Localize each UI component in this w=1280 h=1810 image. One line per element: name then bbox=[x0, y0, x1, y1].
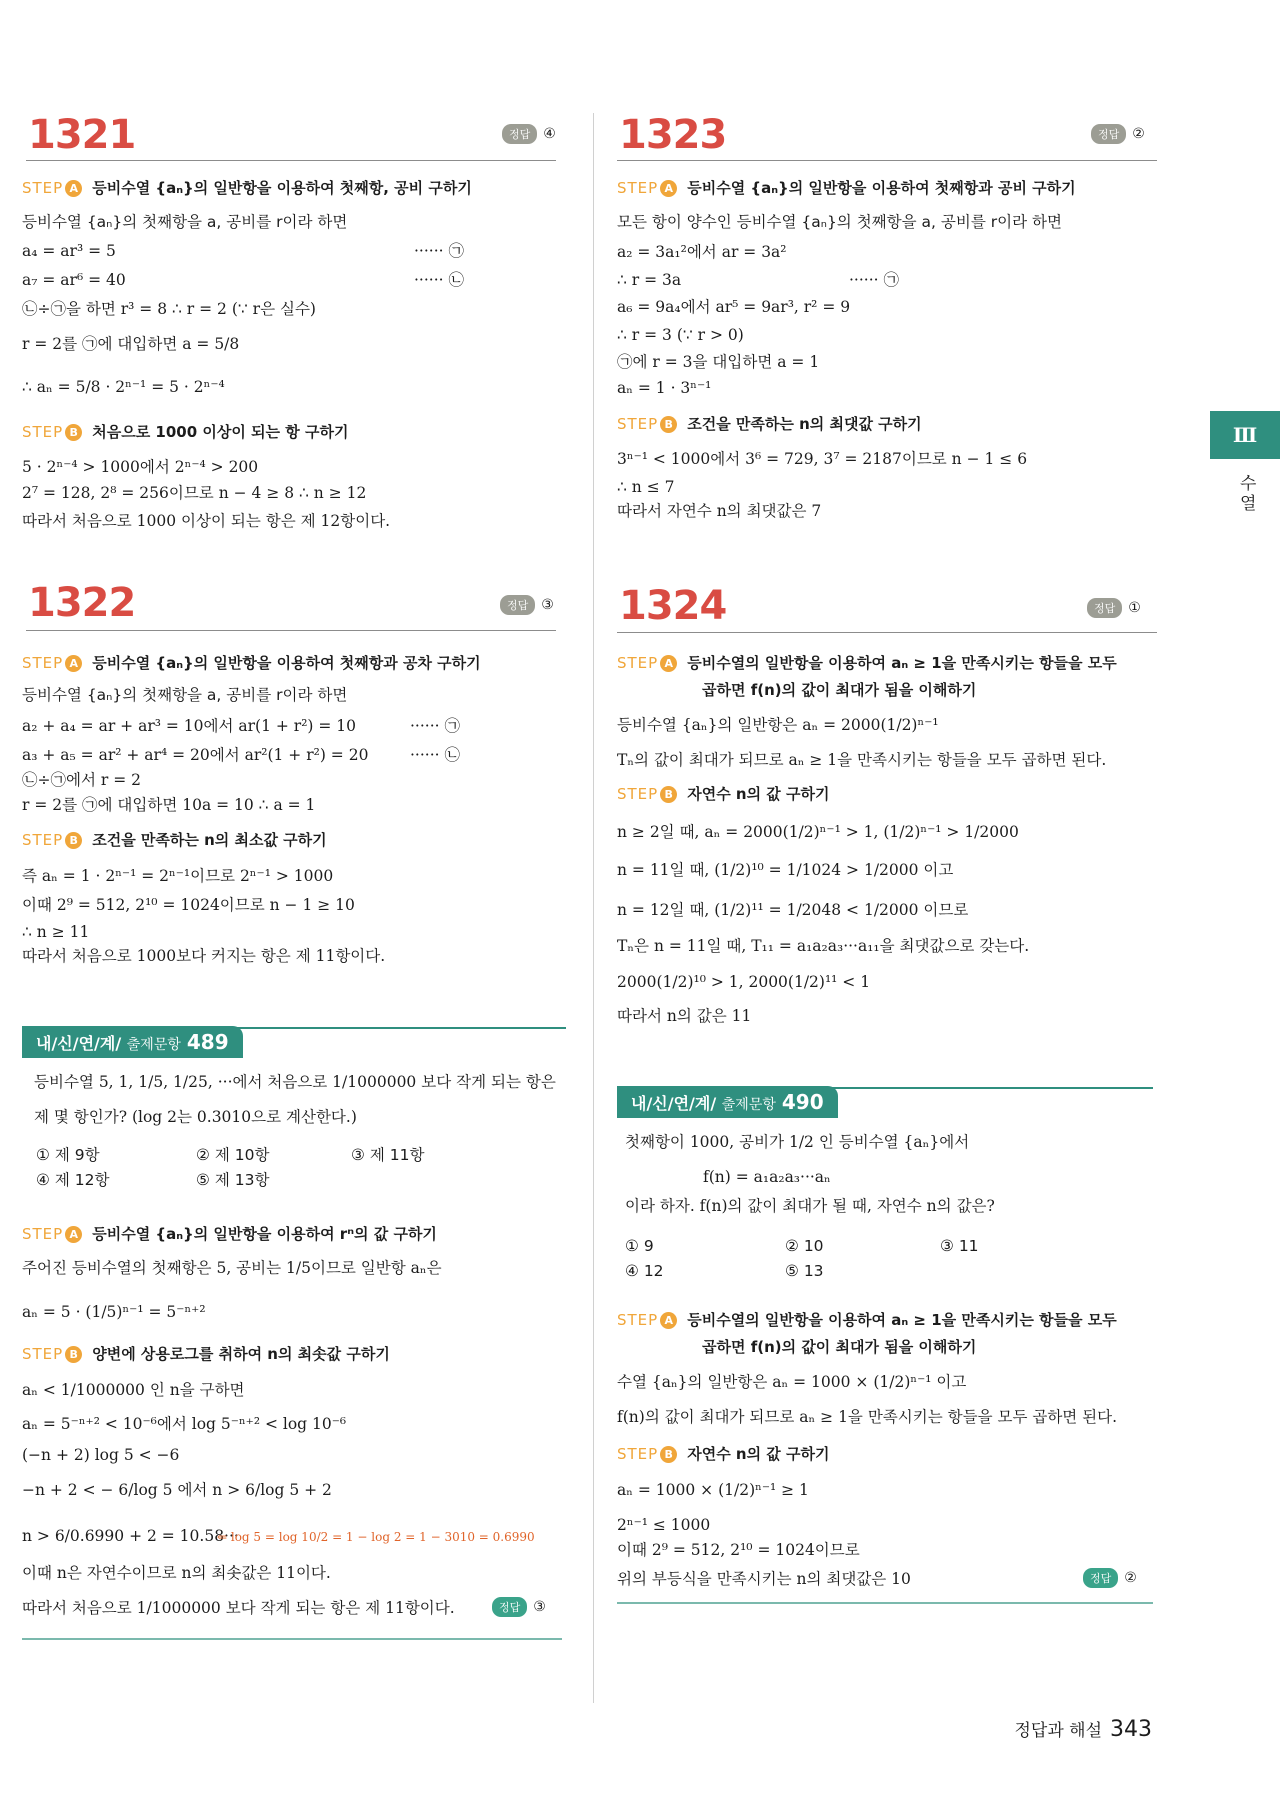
solution-line: 2⁷ = 128, 2⁸ = 256이므로 n − 4 ≥ 8 ∴ n ≥ 12 bbox=[22, 484, 367, 502]
step-a-heading: STEP A 등비수열의 일반항을 이용하여 aₙ ≥ 1을 만족시키는 항들을 모두 bbox=[617, 654, 1117, 672]
solution-line: Tₙ은 n = 11일 때, T₁₁ = a₁a₂a₃···a₁₁을 최댓값으로 갖는다. bbox=[617, 937, 1030, 955]
step-a-heading-cont: 곱하면 f(n)의 값이 최대가 됨을 이해하기 bbox=[702, 1338, 977, 1356]
solution-line: 이때 2⁹ = 512, 2¹⁰ = 1024이므로 bbox=[617, 1541, 860, 1559]
divider bbox=[617, 160, 1157, 161]
chapter-label: 수열 bbox=[1240, 474, 1257, 514]
solution-line: r = 2를 ㉠에 대입하면 10a = 10 ∴ a = 1 bbox=[22, 796, 316, 814]
problem-number-1322: 1322 bbox=[28, 580, 136, 626]
problem-number-1324: 1324 bbox=[619, 583, 727, 629]
solution-line: a₂ = 3a₁²에서 ar = 3a² bbox=[617, 243, 787, 261]
solution-line: a₇ = ar⁶ = 40 ······ ㉡ bbox=[22, 271, 464, 289]
answer-value: ④ bbox=[543, 126, 556, 142]
solution-line: −n + 2 < − 6/log 5 에서 n > 6/log 5 + 2 bbox=[22, 1481, 332, 1499]
solution-line: 주어진 등비수열의 첫째항은 5, 공비는 1/5이므로 일반항 aₙ은 bbox=[22, 1259, 442, 1277]
solution-line: aₙ = 5 · (1/5)ⁿ⁻¹ = 5⁻ⁿ⁺² bbox=[22, 1303, 206, 1321]
solution-line: 모든 항이 양수인 등비수열 {aₙ}의 첫째항을 a, 공비를 r이라 하면 bbox=[617, 213, 1062, 231]
solution-line: 따라서 n의 값은 11 bbox=[617, 1007, 752, 1025]
solution-line: aₙ = 5⁻ⁿ⁺² < 10⁻⁶에서 log 5⁻ⁿ⁺² < log 10⁻⁶ bbox=[22, 1415, 347, 1433]
solution-line: n ≥ 2일 때, aₙ = 2000(1/2)ⁿ⁻¹ > 1, (1/2)ⁿ⁻¹ > 1/2000 bbox=[617, 823, 1019, 841]
page-number: 343 bbox=[1110, 1717, 1152, 1742]
solution-line: ㉡÷㉠을 하면 r³ = 8 ∴ r = 2 (∵ r은 실수) bbox=[22, 300, 316, 318]
solution-line: n > 6/0.6990 + 2 = 10.58··· ⇐ log 5 = log 10/2 = 1 − log 2 = 1 − 3010 = 0.6990 bbox=[22, 1527, 535, 1545]
choice: ③ 제 11항 bbox=[351, 1146, 425, 1164]
step-a-heading: STEP A 등비수열 {aₙ}의 일반항을 이용하여 rⁿ의 값 구하기 bbox=[22, 1225, 437, 1243]
solution-line: ∴ n ≥ 11 bbox=[22, 923, 90, 941]
solution-line: (−n + 2) log 5 < −6 bbox=[22, 1446, 180, 1464]
step-a-heading: STEP A 등비수열 {aₙ}의 일반항을 이용하여 첫째항과 공비 구하기 bbox=[617, 179, 1076, 197]
step-b-heading: STEP B 자연수 n의 값 구하기 bbox=[617, 785, 830, 803]
question-line: 첫째항이 1000, 공비가 1/2 인 등비수열 {aₙ}에서 bbox=[625, 1133, 970, 1151]
step-a-heading: STEP A 등비수열의 일반항을 이용하여 aₙ ≥ 1을 만족시키는 항들을 모두 bbox=[617, 1311, 1117, 1329]
nesin-489-header: 내/신/연/계/ 출제문항 489 bbox=[22, 1026, 243, 1058]
solution-line: ∴ r = 3a ······ ㉠ bbox=[617, 271, 899, 289]
choices-489 bbox=[36, 1143, 536, 1193]
step-a-heading-cont: 곱하면 f(n)의 값이 최대가 됨을 이해하기 bbox=[702, 681, 977, 699]
solution-line: 이때 n은 자연수이므로 n의 최솟값은 11이다. bbox=[22, 1564, 331, 1582]
solution-line: 즉 aₙ = 1 · 2ⁿ⁻¹ = 2ⁿ⁻¹이므로 2ⁿ⁻¹ > 1000 bbox=[22, 867, 334, 885]
choice: ⑤ 제 13항 bbox=[196, 1171, 270, 1189]
log-note: ⇐ log 5 = log 10/2 = 1 − log 2 = 1 − 3010 = 0.6990 bbox=[217, 1530, 535, 1544]
section-end-rule bbox=[617, 1602, 1153, 1604]
step-b-heading: STEP B 자연수 n의 값 구하기 bbox=[617, 1445, 830, 1463]
choice: ① 9 bbox=[625, 1237, 654, 1255]
solution-line: 3ⁿ⁻¹ < 1000에서 3⁶ = 729, 3⁷ = 2187이므로 n − 1 ≤ 6 bbox=[617, 450, 1028, 468]
page-footer bbox=[1014, 1716, 1152, 1742]
step-b-heading: STEP B 조건을 만족하는 n의 최소값 구하기 bbox=[22, 831, 327, 849]
question-line: 이라 하자. f(n)의 값이 최대가 될 때, 자연수 n의 값은? bbox=[625, 1197, 995, 1215]
solution-line: n = 11일 때, (1/2)¹⁰ = 1/1024 > 1/2000 이고 bbox=[617, 861, 954, 879]
column-divider bbox=[593, 113, 594, 1703]
solution-line: a₃ + a₅ = ar² + ar⁴ = 20에서 ar²(1 + r²) = 20 ······ ㉡ bbox=[22, 746, 460, 764]
step-a-badge: A bbox=[65, 180, 82, 197]
solution-line: 5 · 2ⁿ⁻⁴ > 1000에서 2ⁿ⁻⁴ > 200 bbox=[22, 458, 259, 476]
solution-line: aₙ = 1000 × (1/2)ⁿ⁻¹ ≥ 1 bbox=[617, 1481, 809, 1499]
solution-line: f(n)의 값이 최대가 되므로 aₙ ≥ 1을 만족시키는 항들을 모두 곱하면 된다. bbox=[617, 1408, 1118, 1426]
step-a-heading: STEP A 등비수열 {aₙ}의 일반항을 이용하여 첫째항, 공비 구하기 bbox=[22, 179, 472, 197]
section-end-rule bbox=[22, 1638, 562, 1640]
question-line: 등비수열 5, 1, 1/5, 1/25, ···에서 처음으로 1/1000000 보다 작게 되는 항은 bbox=[34, 1073, 556, 1091]
question-line: f(n) = a₁a₂a₃···aₙ bbox=[703, 1168, 831, 1186]
answer-1324: 정답 ① bbox=[1087, 598, 1141, 618]
solution-line: aₙ < 1/1000000 인 n을 구하면 bbox=[22, 1381, 245, 1399]
solution-line: ㉠에 r = 3을 대입하면 a = 1 bbox=[617, 353, 820, 371]
choice: ① 제 9항 bbox=[36, 1146, 100, 1164]
problem-number-1321: 1321 bbox=[28, 112, 136, 158]
solution-line: n = 12일 때, (1/2)¹¹ = 1/2048 < 1/2000 이므로 bbox=[617, 901, 969, 919]
solution-line: Tₙ의 값이 최대가 되므로 aₙ ≥ 1을 만족시키는 항들을 모두 곱하면 된다. bbox=[617, 751, 1107, 769]
solution-line: ㉡÷㉠에서 r = 2 bbox=[22, 771, 141, 789]
solution-line: 등비수열 {aₙ}의 일반항은 aₙ = 2000(1/2)ⁿ⁻¹ bbox=[617, 716, 939, 734]
answer-1321 bbox=[502, 124, 556, 144]
answer-1322: 정답 ③ bbox=[500, 595, 554, 615]
choices-490 bbox=[625, 1234, 1125, 1284]
solution-line: 등비수열 {aₙ}의 첫째항을 a, 공비를 r이라 하면 bbox=[22, 213, 348, 231]
footer-label: 정답과 해설 bbox=[1014, 1721, 1102, 1741]
step-b-heading: STEP B 처음으로 1000 이상이 되는 항 구하기 bbox=[22, 423, 349, 441]
nesin-490-header: 내/신/연/계/ 출제문항 490 bbox=[617, 1086, 838, 1118]
solution-line: a₂ + a₄ = ar + ar³ = 10에서 ar(1 + r²) = 10 ······ ㉠ bbox=[22, 717, 460, 735]
choice: ④ 12 bbox=[625, 1262, 664, 1280]
solution-line: 따라서 처음으로 1000 이상이 되는 항은 제 12항이다. bbox=[22, 512, 391, 530]
solution-line: 2000(1/2)¹⁰ > 1, 2000(1/2)¹¹ < 1 bbox=[617, 973, 871, 991]
choice: ④ 제 12항 bbox=[36, 1171, 110, 1189]
step-b-badge: B bbox=[65, 424, 82, 441]
choice: ② 10 bbox=[785, 1237, 824, 1255]
solution-line: ∴ r = 3 (∵ r > 0) bbox=[617, 326, 744, 344]
question-line: 제 몇 항인가? (log 2는 0.3010으로 계산한다.) bbox=[34, 1108, 357, 1126]
divider bbox=[26, 160, 556, 161]
solution-line: 이때 2⁹ = 512, 2¹⁰ = 1024이므로 n − 1 ≥ 10 bbox=[22, 896, 355, 914]
solution-line: ∴ aₙ = 5/8 · 2ⁿ⁻¹ = 5 · 2ⁿ⁻⁴ bbox=[22, 378, 225, 396]
left-column bbox=[22, 0, 567, 1700]
solution-line: a₄ = ar³ = 5 ······ ㉠ bbox=[22, 242, 464, 260]
right-column bbox=[617, 0, 1162, 1700]
step-a-heading: STEP A 등비수열 {aₙ}의 일반항을 이용하여 첫째항과 공차 구하기 bbox=[22, 654, 481, 672]
solution-line: ∴ n ≤ 7 bbox=[617, 478, 675, 496]
solution-line: 따라서 자연수 n의 최댓값은 7 bbox=[617, 502, 822, 520]
solution-line: 등비수열 {aₙ}의 첫째항을 a, 공비를 r이라 하면 bbox=[22, 686, 348, 704]
answer-1323: 정답 ② bbox=[1091, 124, 1145, 144]
solution-line: r = 2를 ㉠에 대입하면 a = 5/8 bbox=[22, 335, 240, 353]
choice: ② 제 10항 bbox=[196, 1146, 270, 1164]
divider bbox=[26, 630, 556, 631]
answer-490: 정답 ② bbox=[1083, 1568, 1137, 1588]
solution-line: 위의 부등식을 만족시키는 n의 최댓값은 10 bbox=[617, 1570, 911, 1588]
answer-489: 정답 ③ bbox=[492, 1597, 546, 1617]
solution-line: 따라서 처음으로 1/1000000 보다 작게 되는 항은 제 11항이다. bbox=[22, 1599, 455, 1617]
problem-number-1323: 1323 bbox=[619, 112, 727, 158]
choice: ③ 11 bbox=[940, 1237, 979, 1255]
solution-line: a₆ = 9a₄에서 ar⁵ = 9ar³, r² = 9 bbox=[617, 298, 851, 316]
divider bbox=[617, 632, 1157, 633]
chapter-tab[interactable]: Ⅲ bbox=[1210, 411, 1280, 459]
choice: ⑤ 13 bbox=[785, 1262, 824, 1280]
solution-line: 2ⁿ⁻¹ ≤ 1000 bbox=[617, 1516, 711, 1534]
answer-pill: 정답 bbox=[502, 124, 537, 144]
solution-line: 수열 {aₙ}의 일반항은 aₙ = 1000 × (1/2)ⁿ⁻¹ 이고 bbox=[617, 1373, 967, 1391]
step-b-heading: STEP B 조건을 만족하는 n의 최댓값 구하기 bbox=[617, 415, 922, 433]
solution-line: aₙ = 1 · 3ⁿ⁻¹ bbox=[617, 379, 712, 397]
solution-line: 따라서 처음으로 1000보다 커지는 항은 제 11항이다. bbox=[22, 947, 386, 965]
step-b-heading: STEP B 양변에 상용로그를 취하여 n의 최솟값 구하기 bbox=[22, 1345, 390, 1363]
